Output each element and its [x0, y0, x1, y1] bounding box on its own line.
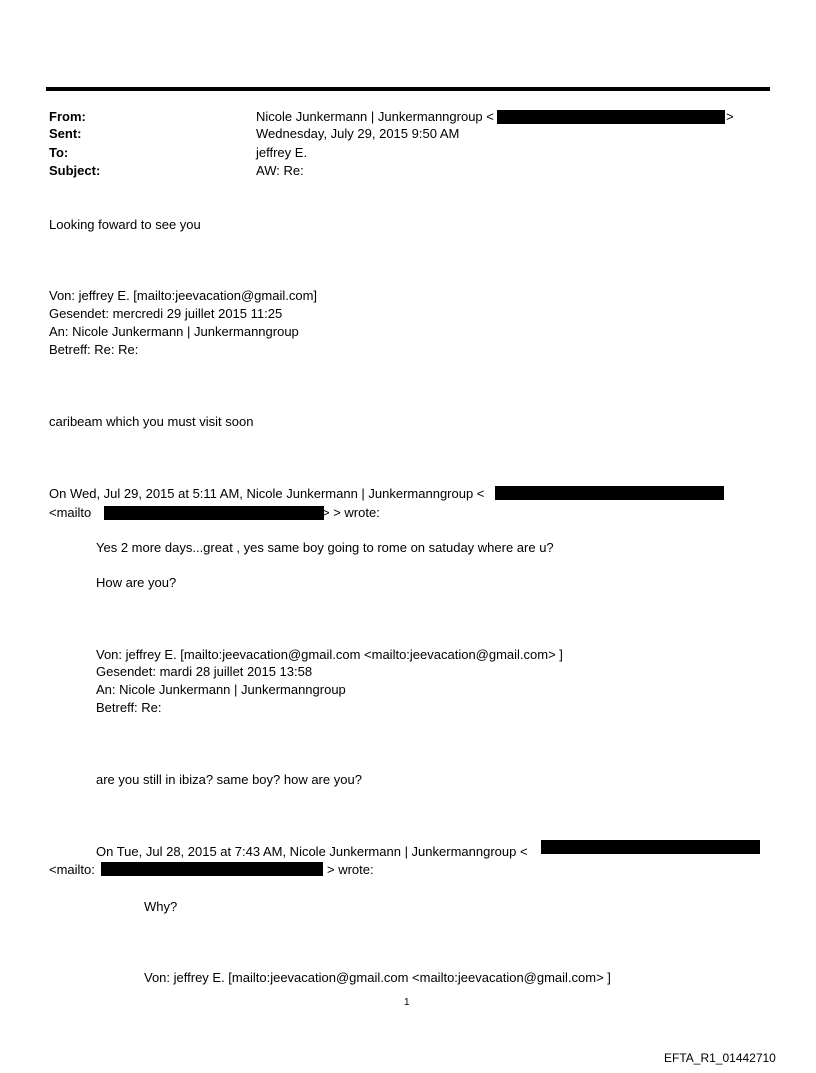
- from-tail: >: [726, 109, 734, 124]
- footer-id: EFTA_R1_01442710: [664, 1051, 776, 1065]
- sent-label: Sent:: [49, 126, 82, 141]
- body-line: Looking foward to see you: [49, 217, 201, 232]
- on1-line: On Wed, Jul 29, 2015 at 5:11 AM, Nicole Junkermann | Junkermanngroup <: [49, 486, 485, 501]
- subject-label: Subject:: [49, 163, 101, 178]
- to-label: To:: [49, 145, 69, 160]
- quote1-gesendet: Gesendet: mercredi 29 juillet 2015 11:25: [49, 306, 283, 321]
- quote3-von: Von: jeffrey E. [mailto:jeevacation@gmail.com <mailto:jeevacation@gmail.com> ]: [144, 970, 611, 985]
- quote2-gesendet: Gesendet: mardi 28 juillet 2015 13:58: [96, 664, 313, 679]
- header-rule: [46, 87, 770, 91]
- on2-mailto: <mailto:: [49, 862, 95, 877]
- quote1-betreff: Betreff: Re: Re:: [49, 342, 139, 357]
- from-value: Nicole Junkermann | Junkermanngroup <: [256, 109, 494, 124]
- msg-line: How are you?: [96, 575, 177, 590]
- body-line: caribeam which you must visit soon: [49, 414, 254, 429]
- on1-mailto: <mailto: [49, 505, 92, 520]
- quote1-an: An: Nicole Junkermann | Junkermanngroup: [49, 324, 299, 339]
- on2-wrote: > wrote:: [327, 862, 374, 877]
- from-label: From:: [49, 109, 86, 124]
- page-number: 1: [404, 997, 410, 1008]
- quote1-von: Von: jeffrey E. [mailto:jeevacation@gmail.com]: [49, 288, 318, 303]
- subject-value: AW: Re:: [256, 163, 304, 178]
- on2-line: On Tue, Jul 28, 2015 at 7:43 AM, Nicole Junkermann | Junkermanngroup <: [96, 844, 528, 859]
- to-value: jeffrey E.: [256, 145, 308, 160]
- msg-line: are you still in ibiza? same boy? how are you?: [96, 772, 362, 787]
- redaction-box: [497, 110, 725, 124]
- redaction-box: [541, 840, 760, 854]
- quote2-betreff: Betreff: Re:: [96, 700, 162, 715]
- quote2-an: An: Nicole Junkermann | Junkermanngroup: [96, 682, 346, 697]
- sent-value: Wednesday, July 29, 2015 9:50 AM: [256, 126, 460, 141]
- msg-line: Yes 2 more days...great , yes same boy going to rome on satuday where are u?: [96, 540, 554, 555]
- redaction-box: [104, 506, 324, 520]
- redaction-box: [495, 486, 724, 500]
- on1-wrote: > > wrote:: [322, 505, 380, 520]
- redaction-box: [101, 862, 323, 876]
- quote2-von: Von: jeffrey E. [mailto:jeevacation@gmail.com <mailto:jeevacation@gmail.com> ]: [96, 647, 563, 662]
- msg-line: Why?: [144, 899, 178, 914]
